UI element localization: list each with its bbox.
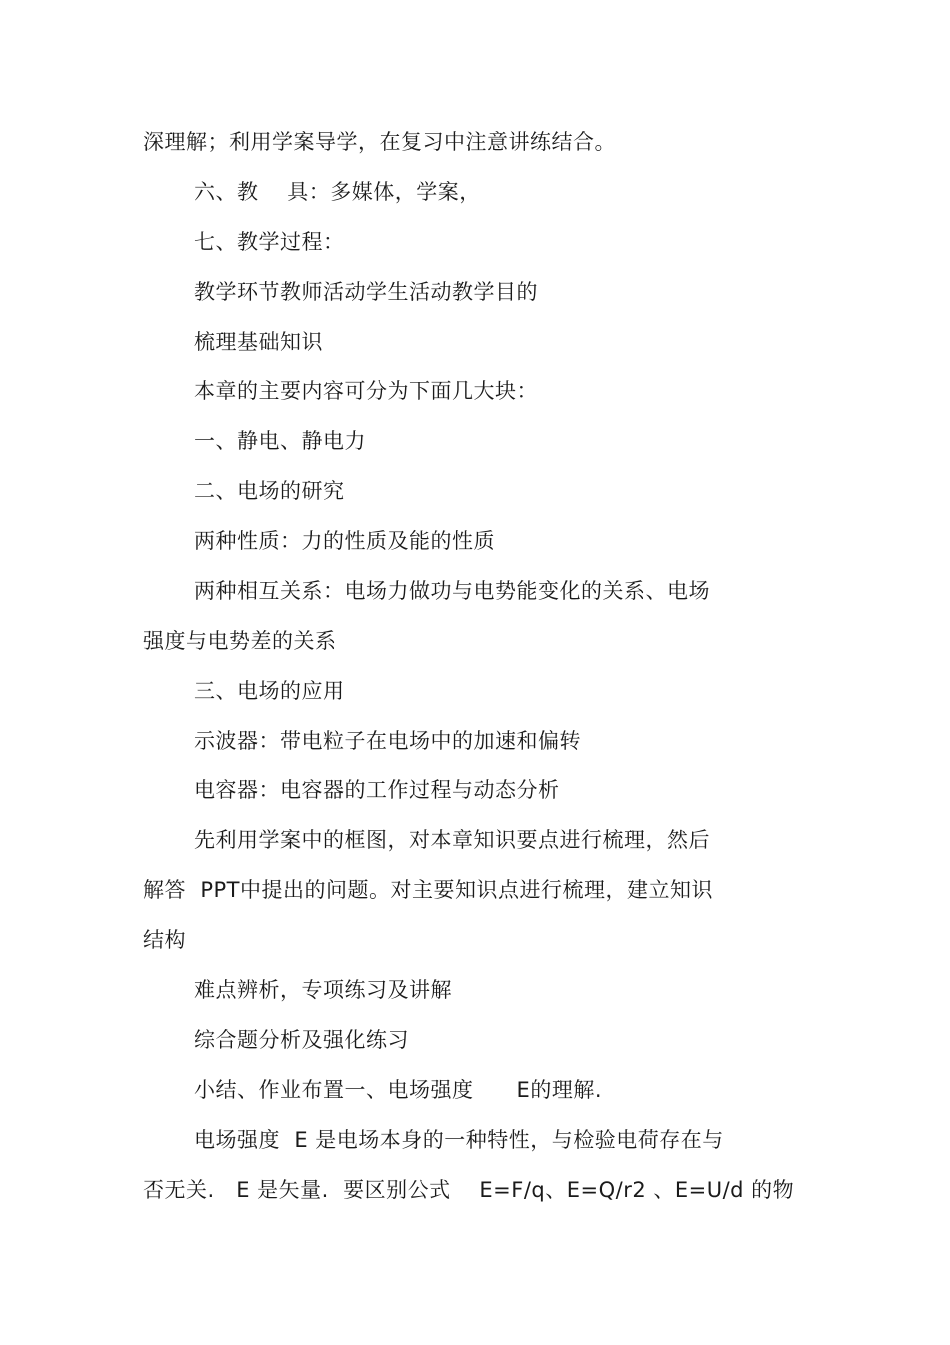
text-line: 否无关. E 是矢量. 要区别公式 E=F/q、E=Q/r2 、E=U/d 的物 bbox=[143, 1178, 795, 1202]
text-line: 示波器：带电粒子在电场中的加速和偏转 bbox=[194, 729, 581, 753]
text-line: 结构 bbox=[143, 928, 186, 952]
text-line: 小结、作业布置一、电场强度 E的理解. bbox=[194, 1078, 602, 1102]
text-line: 综合题分析及强化练习 bbox=[194, 1028, 409, 1052]
text-line: 解答 PPT中提出的问题。对主要知识点进行梳理，建立知识 bbox=[143, 878, 714, 902]
text-line: 两种相互关系：电场力做功与电势能变化的关系、电场 bbox=[194, 579, 710, 603]
text-line: 一、静电、静电力 bbox=[194, 429, 366, 453]
text-line: 电容器：电容器的工作过程与动态分析 bbox=[194, 778, 560, 802]
text-line: 两种性质：力的性质及能的性质 bbox=[194, 529, 495, 553]
text-line: 本章的主要内容可分为下面几大块： bbox=[194, 379, 538, 403]
text-line: 电场强度 E 是电场本身的一种特性，与检验电荷存在与 bbox=[194, 1128, 724, 1152]
text-line: 二、电场的研究 bbox=[194, 479, 345, 503]
text-line: 先利用学案中的框图，对本章知识要点进行梳理，然后 bbox=[194, 828, 710, 852]
text-line: 七、教学过程： bbox=[194, 230, 345, 254]
text-line: 三、电场的应用 bbox=[194, 679, 345, 703]
text-line: 深理解；利用学案导学，在复习中注意讲练结合。 bbox=[143, 130, 616, 154]
text-line: 梳理基础知识 bbox=[194, 330, 323, 354]
text-line: 强度与电势差的关系 bbox=[143, 629, 337, 653]
text-line: 六、教 具：多媒体，学案， bbox=[194, 180, 481, 204]
text-line: 教学环节教师活动学生活动教学目的 bbox=[194, 280, 538, 304]
text-line: 难点辨析，专项练习及讲解 bbox=[194, 978, 452, 1002]
